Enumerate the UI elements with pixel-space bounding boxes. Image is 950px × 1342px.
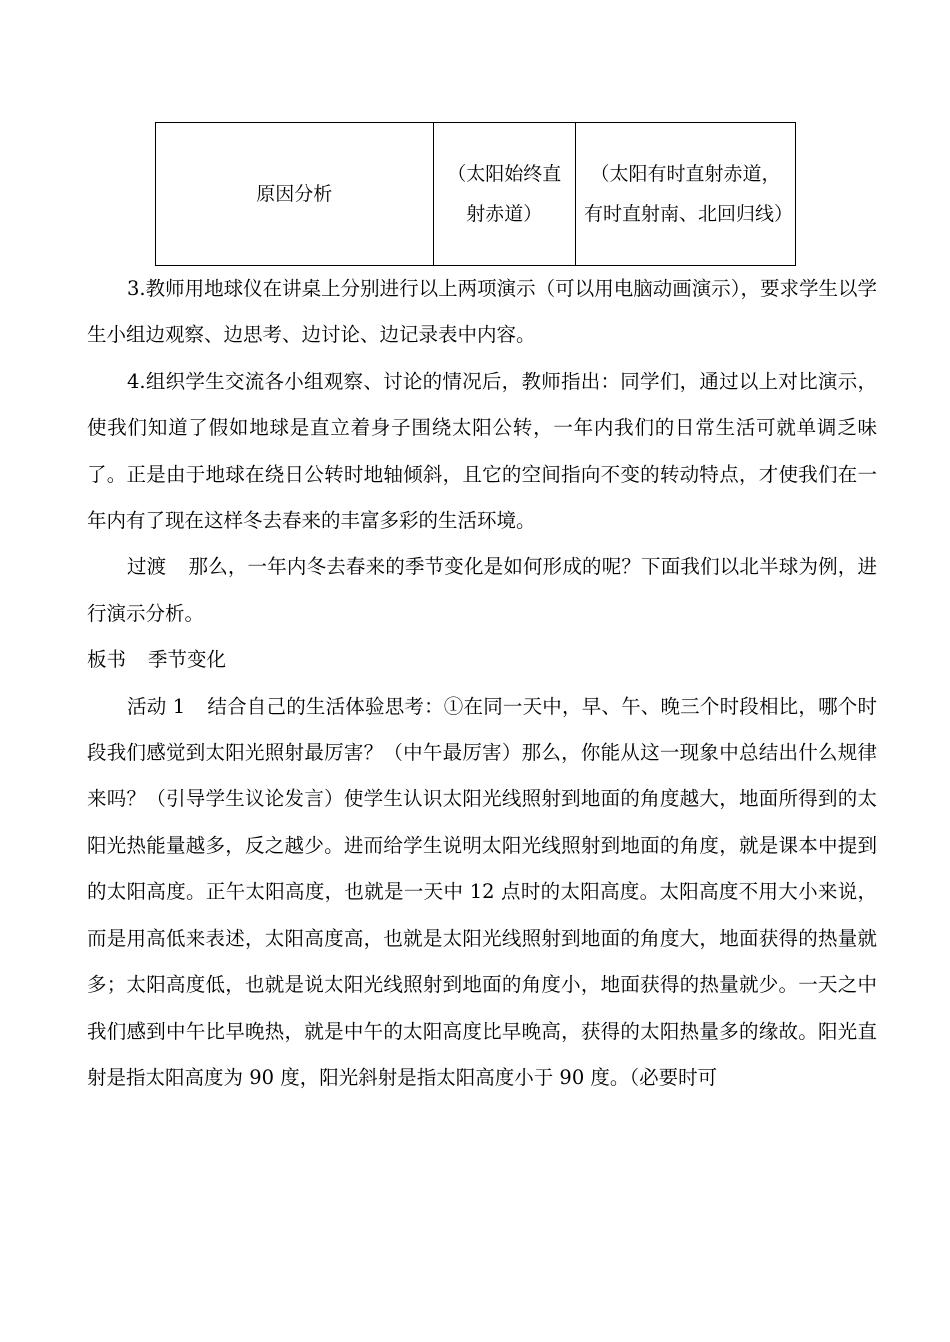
tilt-cause-cell: （太阳有时直射赤道，有时直射南、北回归线） <box>576 123 796 266</box>
board-label: 板书 <box>87 648 127 672</box>
row-label-cell: 原因分析 <box>156 123 434 266</box>
comparison-table <box>155 122 796 266</box>
table-row <box>156 123 796 266</box>
transition-label: 过渡 <box>127 555 167 579</box>
activity-text: 结合自己的生活体验思考：①在同一天中，早、午、晚三个时段相比，哪个时段我们感觉到太阳光照射最厉害？（中午最厉害）那么，你能从这一现象中总结出什么规律来吗？（引导学生议论发言）使学生认识太阳光线照射到地面的角度越大，地面所得到的太阳光热能量越多，反之越少。进而给学生说明太阳光线照射到地面的角度，就是课本中提到的太阳高度。正午太阳高度，也就是一天中 12 点时的太阳高度。太阳高度不用大小来说，而是用高低来表述，太阳高度高，也就是太阳光线照射到地面的角度大，地面获得的热量就多；太阳高度低，也就是说太阳光线照射到地面的角度小，地面获得的热量就少。一天之中我们感到中午比早晚热，就是中午的太阳高度比早晚高，获得的太阳热量多的缘故。阳光直射是指太阳高度为 90 度，阳光斜射是指太阳高度小于 90 度。（必要时可 <box>87 694 877 1089</box>
paragraph-step-4: 4.组织学生交流各小组观察、讨论的情况后，教师指出：同学们，通过以上对比演示，使我们知道了假如地球是直立着身子围绕太阳公转，一年内我们的日常生活可就单调乏味了。正是由于地球在绕日公转时地轴倾斜，且它的空间指向不变的转动特点，才使我们在一年内有了现在这样冬去春来的丰富多彩的生活环境。 <box>87 369 877 533</box>
paragraph-activity-1 <box>87 684 877 1102</box>
activity-label: 活动 1 <box>127 694 186 718</box>
paragraph-step-3: 3.教师用地球仪在讲桌上分别进行以上两项演示（可以用电脑动画演示），要求学生以学生小组边观察、边思考、边讨论、边记录表中内容。 <box>87 277 877 347</box>
paragraph-board <box>87 637 877 683</box>
transition-text: 那么，一年内冬去春来的季节变化是如何形成的呢？下面我们以北半球为例，进行演示分析。 <box>87 555 877 625</box>
no-tilt-cause-cell: （太阳始终直射赤道） <box>433 123 575 266</box>
body-text <box>87 266 877 1101</box>
paragraph-transition <box>87 544 877 637</box>
board-text: 季节变化 <box>148 648 227 672</box>
